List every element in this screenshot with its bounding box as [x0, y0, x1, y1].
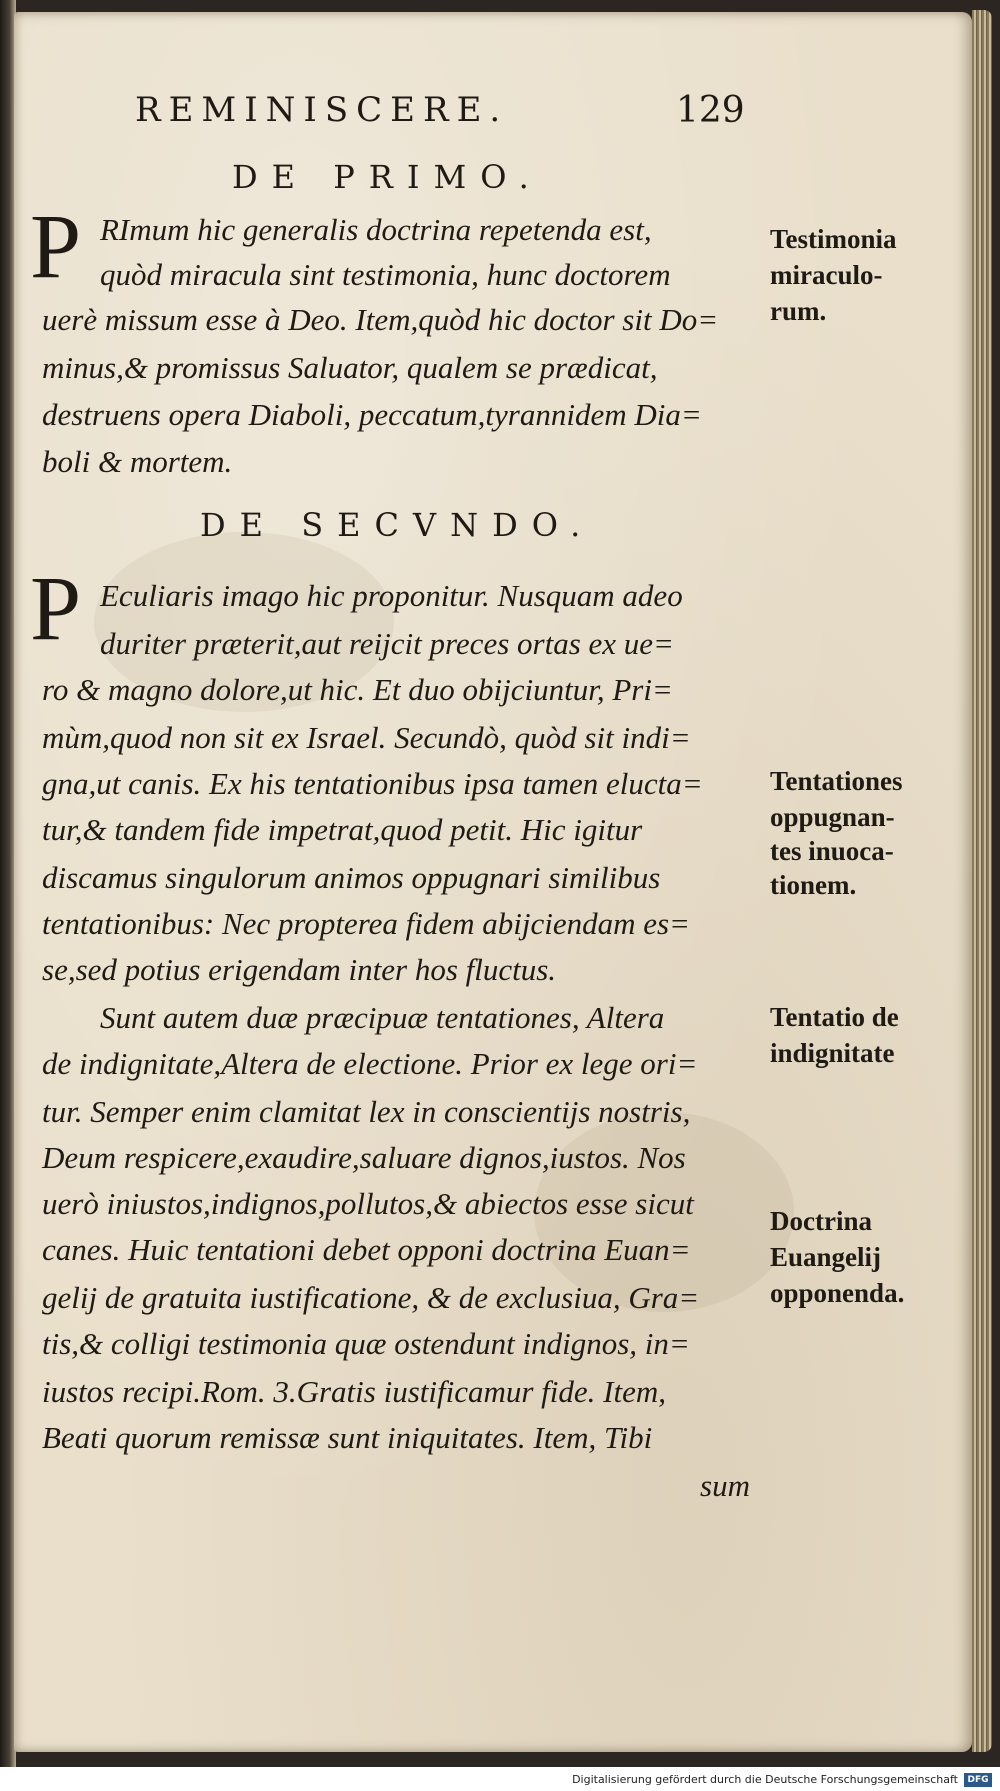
body-line: uerè missum esse à Deo. Item,quòd hic doctor sit Do= [42, 302, 719, 337]
digitization-credit: Digitalisierung gefördert durch die Deutsche Forschungsgemeinschaft [572, 1773, 958, 1786]
section-title: DE SECVNDO. [200, 506, 595, 544]
body-line: discamus singulorum animos oppugnari similibus [42, 860, 661, 895]
body-line: destruens opera Diaboli, peccatum,tyrannidem Dia= [42, 397, 702, 432]
body-line: canes. Huic tentationi debet opponi doctrina Euan= [42, 1232, 691, 1267]
margin-note-line: Tentatio de [770, 1002, 899, 1032]
body-line: minus,& promissus Saluator, qualem se prædicat, [42, 350, 658, 385]
body-line: iustos recipi.Rom. 3.Gratis iustificamur fide. Item, [42, 1374, 666, 1409]
margin-note-line: Euangelij [770, 1242, 882, 1272]
body-line: quòd miracula sint testimonia, hunc doctorem [100, 257, 671, 292]
running-title: REMINISCERE. [135, 90, 509, 130]
margin-note-line: tionem. [770, 870, 857, 900]
body-line: gelij de gratuita iustificatione, & de exclusiua, Gra= [42, 1280, 700, 1315]
margin-note-line: indignitate [770, 1038, 895, 1068]
body-line: mùm,quod non sit ex Israel. Secundò, quòd sit indi= [42, 720, 691, 755]
body-line: tur. Semper enim clamitat lex in conscientijs nostris, [42, 1094, 691, 1129]
margin-note-line: miraculo- [770, 260, 883, 290]
body-line: ro & magno dolore,ut hic. Et duo obijciuntur, Pri= [42, 672, 673, 707]
catchword: sum [700, 1468, 750, 1503]
body-line: Deum respicere,exaudire,saluare dignos,iustos. Nos [42, 1140, 686, 1175]
drop-cap: P [30, 195, 82, 297]
page-edges [972, 10, 992, 1752]
body-line: boli & mortem. [42, 444, 233, 479]
section-title: DE PRIMO. [232, 158, 543, 196]
body-line: se,sed potius erigendam inter hos fluctus. [42, 952, 557, 987]
margin-note-line: oppugnan- [770, 802, 895, 832]
body-line: tentationibus: Nec propterea fidem abijciendam es= [42, 906, 690, 941]
body-line: de indignitate,Altera de electione. Prior ex lege ori= [42, 1046, 698, 1081]
dfg-logo: DFG [964, 1773, 992, 1787]
page-number: 129 [676, 90, 745, 131]
body-line: duriter præterit,aut reijcit preces ortas ex ue= [100, 626, 674, 661]
margin-note-line: Testimonia [770, 224, 897, 254]
body-line: RImum hic generalis doctrina repetenda est, [100, 212, 652, 247]
margin-note-line: rum. [770, 296, 827, 326]
margin-note-line: Doctrina [770, 1206, 872, 1236]
margin-note-line: opponenda. [770, 1278, 905, 1308]
body-line: gna,ut canis. Ex his tentationibus ipsa tamen elucta= [42, 766, 703, 801]
drop-cap: P [30, 557, 82, 659]
footer-bar [0, 1767, 1000, 1791]
margin-note-line: Tentationes [770, 766, 903, 796]
margin-note-line: tes inuoca- [770, 836, 894, 866]
body-line: Beati quorum remissæ sunt iniquitates. Item, Tibi [42, 1420, 653, 1455]
body-line: uerò iniustos,indignos,pollutos,& abiectos esse sicut [42, 1186, 694, 1221]
body-line: tur,& tandem fide impetrat,quod petit. Hic igitur [42, 812, 643, 847]
body-line: Sunt autem duæ præcipuæ tentationes, Altera [100, 1000, 665, 1035]
body-line: tis,& colligi testimonia quæ ostendunt indignos, in= [42, 1326, 690, 1361]
body-line: Eculiaris imago hic proponitur. Nusquam adeo [100, 578, 683, 613]
